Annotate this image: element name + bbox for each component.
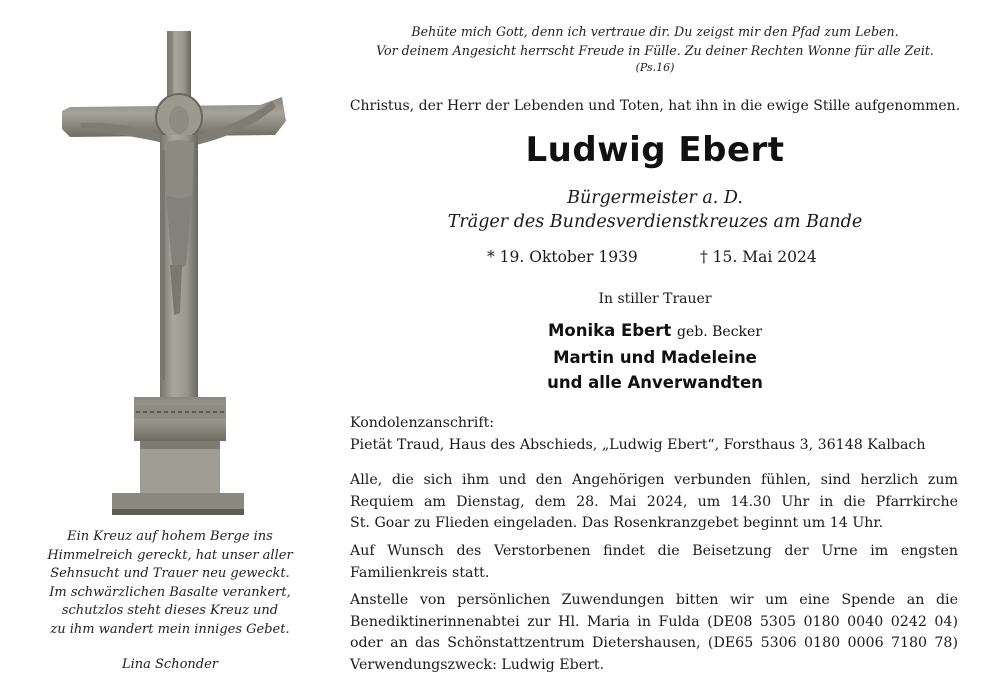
poem-line: Ein Kreuz auf hohem Berge ins — [67, 529, 273, 544]
death-date: † 15. Mai 2024 — [700, 248, 817, 266]
spouse-line — [330, 318, 980, 345]
paragraph-line: Verwendungszweck: Ludwig Ebert. — [350, 656, 605, 673]
psalm-line: Vor deinem Angesicht herrscht Freude in Fülle. Zu deiner Rechten Wonne für alle Zeit. — [376, 43, 934, 58]
paragraph-line: Auf Wunsch des Verstorbenen findet die Beisetzung der Urne im engsten — [350, 543, 958, 559]
deceased-name: Ludwig Ebert — [525, 130, 785, 170]
paragraph-line: St. Goar zu Flieden eingeladen. Das Rosenkranzgebet beginnt um 14 Uhr. — [350, 515, 884, 531]
psalm-line: Behüte mich Gott, denn ich vertraue dir. Du zeigst mir den Pfad zum Leben. — [411, 24, 899, 39]
paragraph-line: Alle, die sich ihm und den Angehörigen verbunden fühlen, sind herzlich zum — [350, 472, 958, 488]
psalm-reference: (Ps.16) — [635, 61, 675, 74]
paragraph-line: Familienkreis statt. — [350, 564, 490, 581]
relatives-line: und alle Anverwandten — [547, 373, 763, 392]
title-line: Bürgermeister a. D. — [567, 188, 743, 208]
stone-cross-icon — [50, 25, 290, 525]
poem-line: Himmelreich gereckt, hat unser aller — [47, 547, 293, 563]
birth-date: * 19. Oktober 1939 — [487, 248, 638, 266]
poem-line: Sehnsucht und Trauer neu geweckt. — [50, 566, 290, 581]
left-column — [0, 0, 330, 698]
poem — [20, 528, 320, 639]
poem-author: Lina Schonder — [121, 657, 219, 672]
burial-paragraph — [350, 541, 958, 584]
paragraph-line: Benediktinerinnenabtei zur Hl. Maria in Fulda (DE08 5305 0180 0040 0242 04) — [350, 613, 958, 630]
poem-line: zu ihm wandert mein inniges Gebet. — [50, 621, 290, 637]
stone-cross-image — [50, 25, 290, 525]
mourning-label: In stiller Trauer — [598, 291, 712, 307]
spouse-nee: geb. Becker — [677, 324, 763, 340]
right-column — [330, 0, 980, 698]
title-line: Träger des Bundesverdienstkreuzes am Bande — [447, 212, 863, 232]
condolence-address — [350, 412, 970, 456]
psalm-quote — [330, 22, 980, 75]
requiem-paragraph — [350, 470, 958, 535]
condolence-label: Kondolenzanschrift: — [350, 415, 495, 431]
intro-text: Christus, der Herr der Lebenden und Toten, hat ihn in die ewige Stille aufgenommen. — [349, 98, 961, 114]
poem-line: schutzlos steht dieses Kreuz und — [61, 603, 279, 618]
paragraph-line: oder an das Schönstattzentrum Dietershausen, (DE65 5306 0180 0006 7180 78) — [350, 635, 958, 651]
spouse-name: Monika Ebert — [547, 321, 672, 340]
family-names — [330, 318, 980, 395]
children-line: Martin und Madeleine — [553, 348, 757, 367]
deceased-titles — [330, 186, 980, 234]
donation-paragraph — [350, 590, 958, 676]
condolence-address-text: Pietät Traud, Haus des Abschieds, „Ludwig Ebert“, Forsthaus 3, 36148 Kalbach — [350, 437, 926, 453]
paragraph-line: Requiem am Dienstag, dem 28. Mai 2024, um 14.30 Uhr in die Pfarrkirche — [350, 493, 958, 510]
poem-line: Im schwärzlichen Basalte verankert, — [49, 584, 291, 600]
paragraph-line: Anstelle von persönlichen Zuwendungen bitten wir um eine Spende an die — [350, 592, 958, 608]
